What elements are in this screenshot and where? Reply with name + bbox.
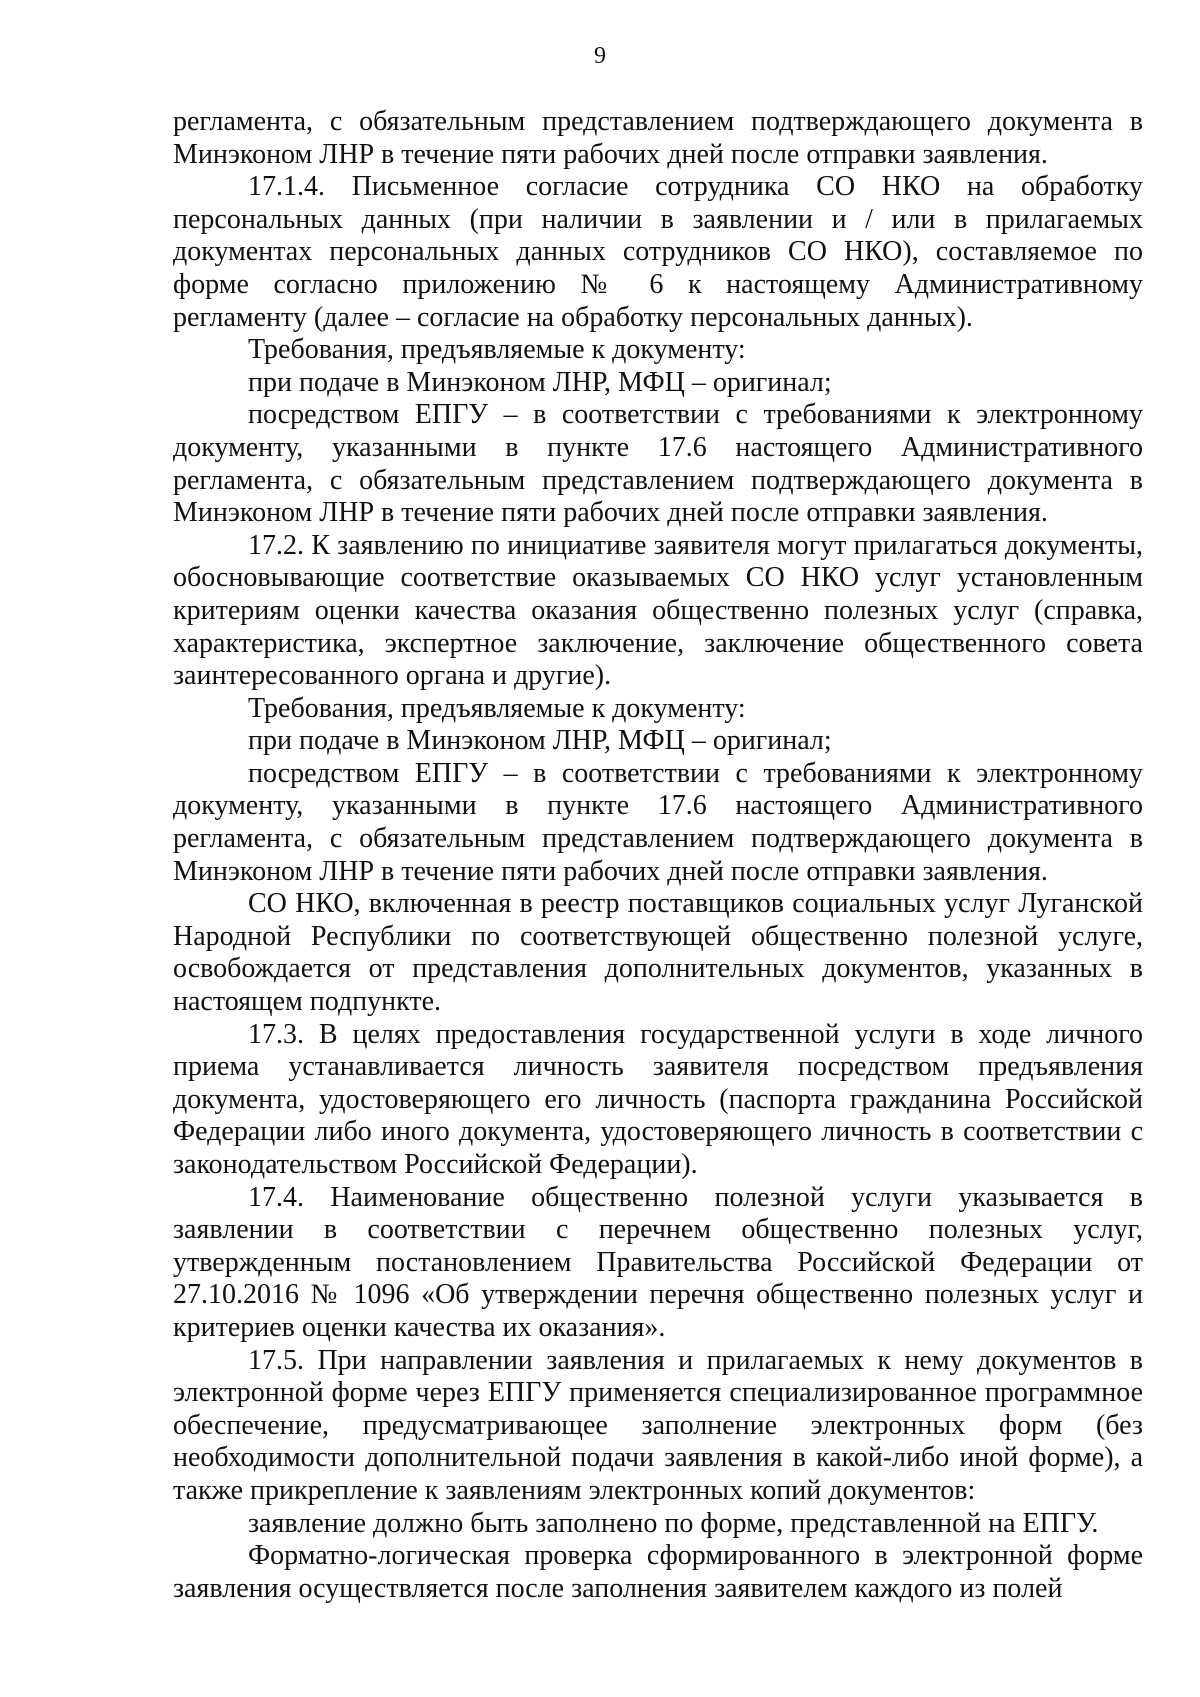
paragraph: 17.3. В целях предоставления государственной услуги в ходе личного приема устанавливается личность заявителя посредством предъявления документа, удостоверяющего его личность (паспорта гражданина Российской Федерации либо иного документа, удостоверяющего личность в соответствии с законодательством Российской Федерации). (173, 1018, 1143, 1180)
paragraph: 17.5. При направлении заявления и прилагаемых к нему документов в электронной форме через ЕПГУ применяется специализированное программное обеспечение, предусматривающее заполнение электронных форм (без необходимости дополнительной подачи заявления в какой-либо иной форме), а также прикрепление к заявлениям электронных копий документов: (173, 1344, 1143, 1506)
paragraph: Требования, предъявляемые к документу: (248, 692, 746, 724)
paragraph: при подаче в Минэконом ЛНР, МФЦ – оригинал; (248, 366, 832, 398)
page-number: 9 (594, 43, 606, 69)
paragraph: Форматно-логическая проверка сформированного в электронной форме заявления осуществляется после заполнения заявителем каждого из полей (173, 1540, 1143, 1604)
document-body (173, 106, 1143, 1605)
paragraph: при подаче в Минэконом ЛНР, МФЦ – оригинал; (248, 725, 832, 757)
paragraph: регламента, с обязательным представлением подтверждающего документа в Минэконом ЛНР в течение пяти рабочих дней после отправки заявления. (173, 106, 1143, 170)
paragraph: 17.2. К заявлению по инициативе заявителя могут прилагаться документы, обосновывающие соответствие оказываемых СО НКО услуг установленным критериям оценки качества оказания общественно полезных услуг (справка, характеристика, экспертное заключение, заключение общественного совета заинтересованного органа и другие). (173, 529, 1143, 692)
paragraph: СО НКО, включенная в реестр поставщиков социальных услуг Луганской Народной Республики по соответствующей общественно полезной услуге, освобождается от представления дополнительных документов, указанных в настоящем подпункте. (173, 888, 1143, 1018)
paragraph: 17.1.4. Письменное согласие сотрудника СО НКО на обработку персональных данных (при наличии в заявлении и / или в прилагаемых документах персональных данных сотрудников СО НКО), составляемое по форме согласно приложению № 6 к настоящему Административному регламенту (далее – согласие на обработку персональных данных). (173, 171, 1143, 333)
paragraph: Требования, предъявляемые к документу: (248, 334, 746, 366)
paragraph: 17.4. Наименование общественно полезной услуги указывается в заявлении в соответствии с перечнем общественно полезных услуг, утвержденным постановлением Правительства Российской Федерации от 27.10.2016 № 1096 «Об утверждении перечня общественно полезных услуг и критериев оценки качества их оказания». (173, 1181, 1143, 1343)
paragraph: заявление должно быть заполнено по форме, представленной на ЕПГУ. (248, 1507, 1099, 1539)
paragraph: посредством ЕПГУ – в соответствии с требованиями к электронному документу, указанными в пункте 17.6 настоящего Административного регламента, с обязательным представлением подтверждающего документа в Минэконом ЛНР в течение пяти рабочих дней после отправки заявления. (173, 757, 1143, 887)
paragraph: посредством ЕПГУ – в соответствии с требованиями к электронному документу, указанными в пункте 17.6 настоящего Административного регламента, с обязательным представлением подтверждающего документа в Минэконом ЛНР в течение пяти рабочих дней после отправки заявления. (173, 399, 1143, 529)
